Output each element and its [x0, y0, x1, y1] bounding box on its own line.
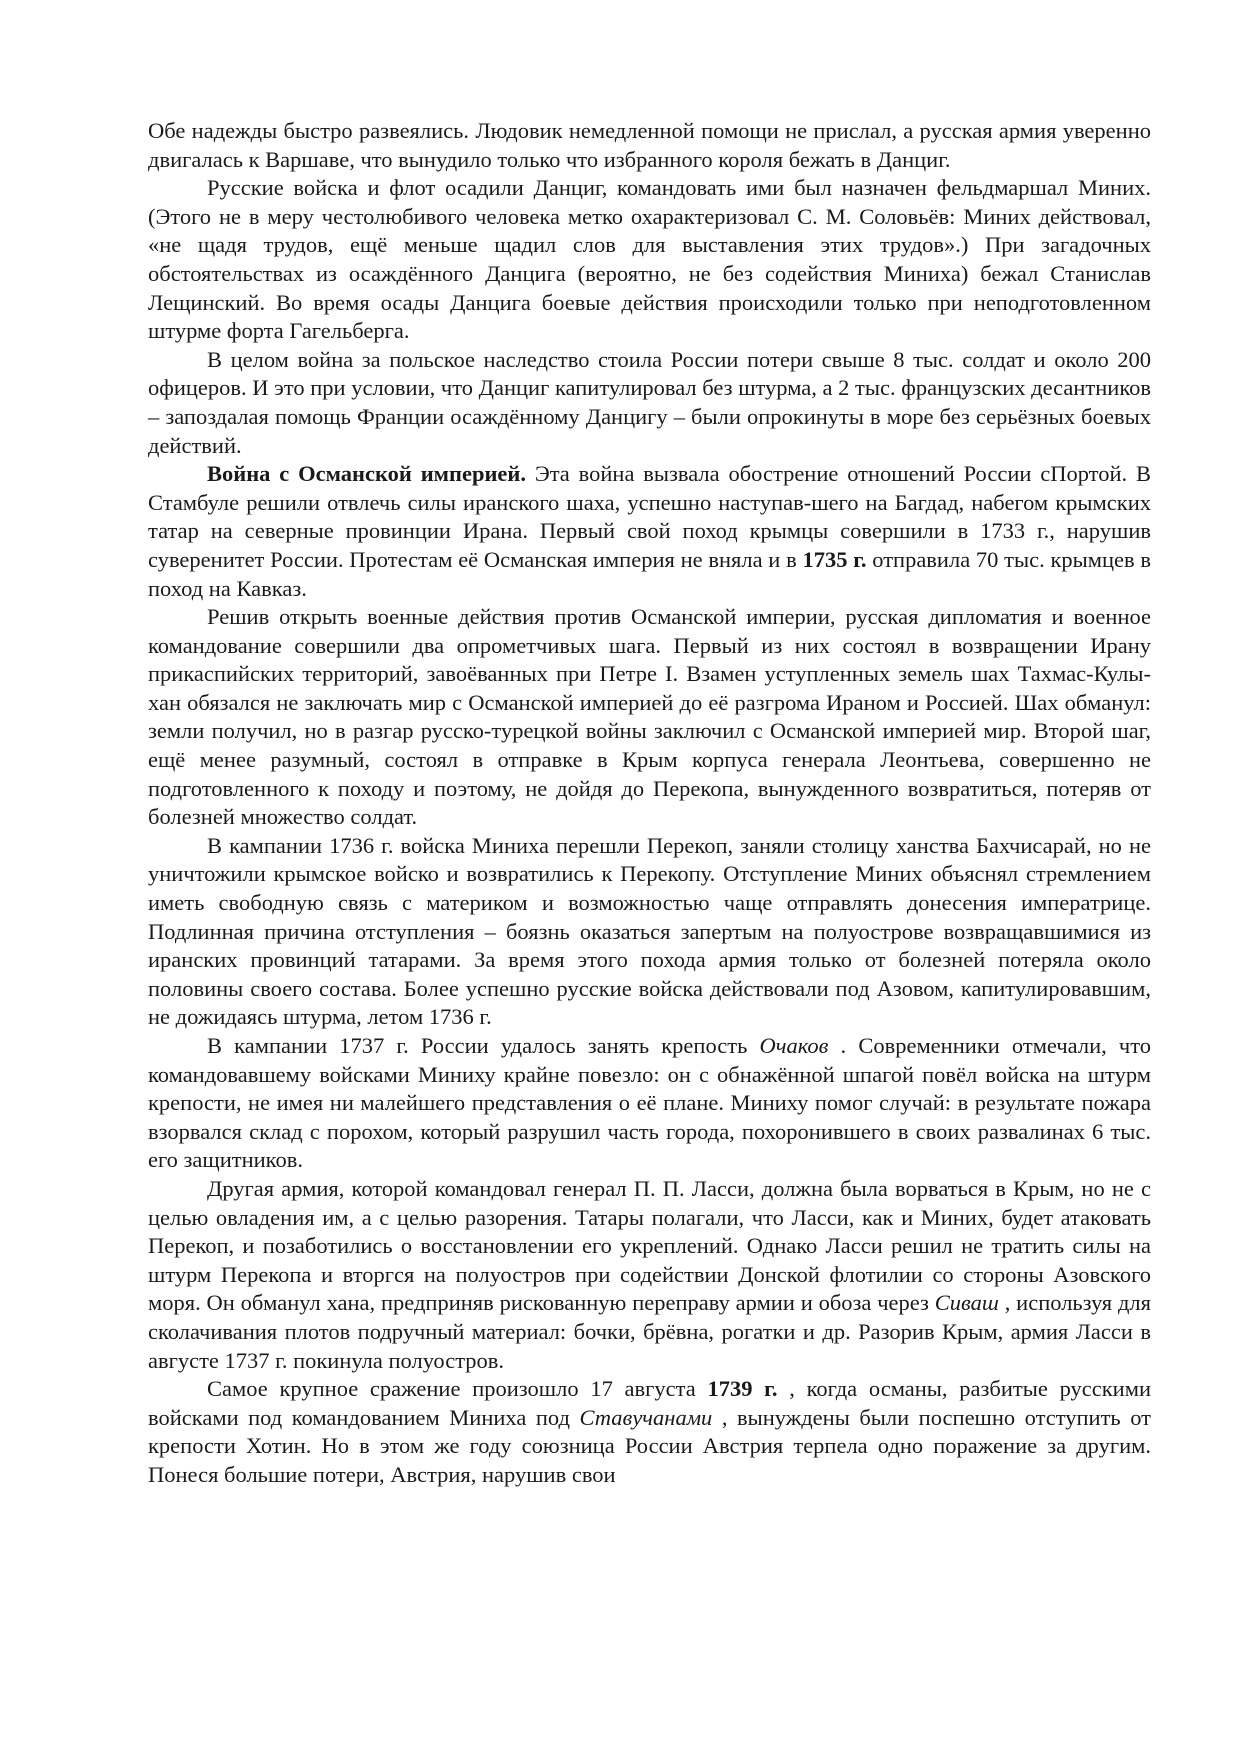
- bold-text: 1739 г.: [707, 1376, 778, 1402]
- text-run: В целом война за польское наследство стоила России потери свыше 8 тыс. солдат и около 200 офицеров. И это при условии, что Данциг капитулировал без штурма, а 2 тыс. французских десантников – запоздалая помощь Франции осаждённому Данцигу – были опрокинуты в море без серьёзных боевых действий.: [148, 346, 1151, 458]
- text-run: , когда османы, разбитые русскими войсками под командованием Миниха под: [148, 1376, 1151, 1430]
- paragraph: [148, 174, 1151, 346]
- paragraph: [148, 1175, 1151, 1375]
- italic-text: Ставучанами: [579, 1404, 713, 1430]
- text-run: В кампании 1736 г. войска Миниха перешли Перекоп, заняли столицу ханства Бахчисарай, но не уничтожили крымское войско и возвратились к Перекопу. Отступление Миних объяснял стремлением иметь свободную связь с материком и возможностью чаще отправлять донесения императрице. Подлинная причина отступления – боязнь оказаться запертым на полуострове возвращавшимися из иранских провинций татарами. За время этого похода армия только от болезней потеряла около половины своего состава. Более успешно русские войска действовали под Азовом, капитулировавшим, не дожидаясь штурма, летом 1736 г.: [148, 832, 1151, 1030]
- text-run: Решив открыть военные действия против Османской империи, русская дипломатия и военное командование совершили два опрометчивых шага. Первый из них состоял в возвращении Ирану прикаспийских территорий, завоёванных при Петре I. Взамен уступленных земель шах Тахмас-Кулы-хан обязался не заключать мир с Османской империей до её разгрома Ираном и Россией. Шах обманул: земли получил, но в разгар русско-турецкой войны заключил с Османской империей мир. Второй шаг, ещё менее разумный, состоял в отправке в Крым корпуса генерала Леонтьева, совершенно не подготовленного к походу и поэтому, не дойдя до Перекопа, вынужденного возвратиться, потеряв от болезней множество солдат.: [148, 604, 1151, 830]
- italic-text: Очаков: [759, 1033, 829, 1058]
- text-run: , используя для сколачивания плотов подручный материал: бочки, брёвна, рогатки и др. Разорив Крым, армия Ласси в августе 1737 г. покинула полуостров.: [148, 1290, 1151, 1373]
- paragraph: [148, 603, 1151, 832]
- text-run: Эта война вызвала обострение отношений России сПортой. В Стамбуле решили отвлечь силы иранского шаха, успешно наступав-шего на Багдад, набегом крымских татар на северные провинции Ирана. Первый свой поход крымцы совершили в 1733 г., нарушив суверенитет России. Протестам её Османская империя не вняла и в: [148, 461, 1151, 572]
- text-run: . Современники отмечали, что командовавшему войсками Миниху крайне повезло: он с обнажённой шпагой повёл войска на штурм крепости, не имея ни малейшего представления о её плане. Миниху помог случай: в результате пожара взорвался склад с порохом, который разрушил часть города, похоронившего в своих развалинах 6 тыс. его защитников.: [148, 1033, 1151, 1173]
- text-run: Самое крупное сражение произошло 17 августа: [207, 1376, 708, 1402]
- text-run: отправила 70 тыс. крымцев в поход на Кавказ.: [148, 546, 1151, 601]
- italic-text: Сиваш: [934, 1290, 999, 1316]
- bold-text: Война с Османской империей.: [207, 461, 526, 487]
- text-run: Русские войска и флот осадили Данциг, командовать ими был назначен фельдмаршал Миних. (Этого не в меру честолюбивого человека метко охарактеризовал С. М. Соловьёв: Миних действовал, «не щадя трудов, ещё меньше щадил слов для выставления этих трудов».) При загадочных обстоятельствах из осаждённого Данцига (вероятно, не без содействия Миниха) бежал Станислав Лещинский. Во время осады Данцига боевые действия происходили только при неподготовленном штурме форта Гагельберга.: [148, 175, 1151, 344]
- paragraph: [148, 832, 1151, 1032]
- bold-text: 1735 г.: [802, 546, 867, 572]
- text-run: Другая армия, которой командовал генерал П. П. Ласси, должна была ворваться в Крым, но не с целью овладения им, а с целью разорения. Татары полагали, что Ласси, как и Миних, будет атаковать Перекоп, и позаботились о восстановлении его укреплений. Однако Ласси решил не тратить силы на штурм Перекопа и вторгся на полуостров при содействии Донской флотилии со стороны Азовского моря. Он обманул хана, предприняв рискованную переправу армии и обоза через: [148, 1175, 1151, 1316]
- text-run: Обе надежды быстро развеялись. Людовик немедленной помощи не прислал, а русская армия уверенно двигалась к Варшаве, что вынудило только что избранного короля бежать в Данциг.: [148, 118, 1151, 172]
- text-run: , вынуждены были поспешно отступить от крепости Хотин. Но в этом же году союзница России Австрия терпела одно поражение за другим. Понеся большие потери, Австрия, нарушив свои: [148, 1404, 1151, 1487]
- paragraph: [148, 460, 1151, 603]
- paragraph: [148, 1032, 1151, 1175]
- paragraph: [148, 1375, 1151, 1489]
- document-body: [148, 117, 1151, 1490]
- text-run: В кампании 1737 г. России удалось занять крепость: [207, 1033, 760, 1058]
- paragraph: [148, 117, 1151, 174]
- paragraph: [148, 346, 1151, 460]
